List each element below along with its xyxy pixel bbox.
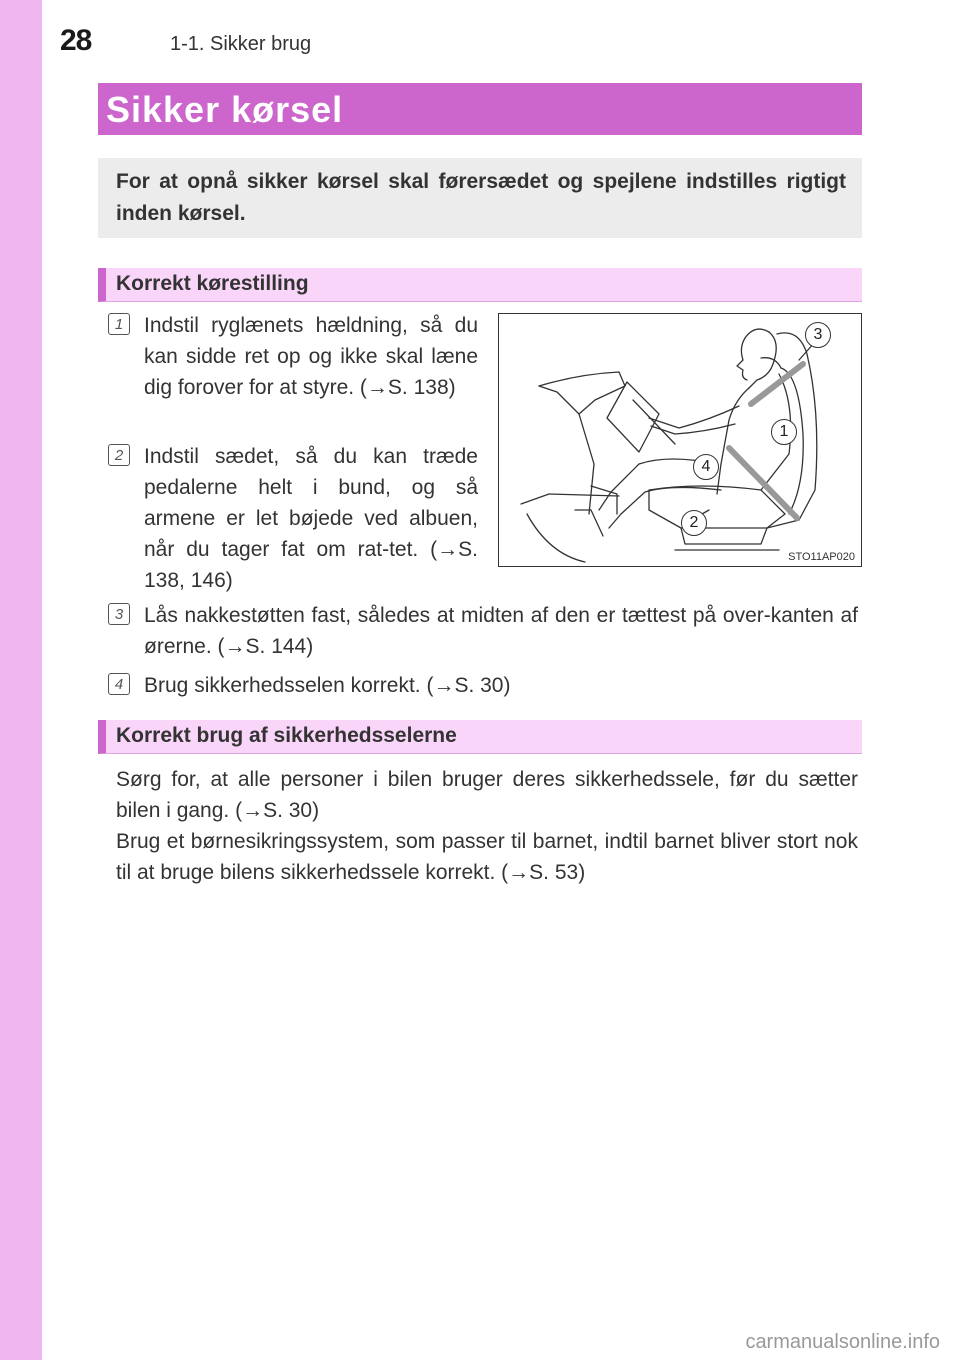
seating-position-figure <box>498 313 862 567</box>
subheading-text: Korrekt brug af sikkerhedsselerne <box>116 724 457 747</box>
page-number: 28 <box>60 24 92 57</box>
title-bar <box>98 83 862 135</box>
item-number-badge: 3 <box>108 603 130 625</box>
paragraph: Brug et børnesikringssystem, som passer til barnet, indtil barnet bliver stort nok til at bruge bilens sikkerhedssele korrekt. (→S. 53) <box>116 830 858 884</box>
item-text: Brug sikkerhedsselen korrekt. (→S. 30) <box>144 674 511 697</box>
intro-box <box>98 158 862 238</box>
item-text: Indstil ryglænets hældning, så du kan sidde ret op og ikke skal læne dig forover for at styre. (→S. 138) <box>144 314 478 399</box>
subheading-seating-position <box>98 268 862 302</box>
subheading-seatbelt-use <box>98 720 862 754</box>
page-title: Sikker kørsel <box>106 89 344 130</box>
paragraph: Sørg for, at alle personer i bilen bruger deres sikkerhedssele, før du sætter bilen i gang. (→S. 30) <box>116 768 858 822</box>
subheading-text: Korrekt kørestilling <box>116 272 309 295</box>
section-header: 1-1. Sikker brug <box>170 33 312 55</box>
driver-illustration <box>499 314 860 565</box>
callout-3: 3 <box>805 322 831 348</box>
watermark: carmanualsonline.info <box>745 1331 940 1353</box>
item-number-badge: 4 <box>108 673 130 695</box>
intro-text: For at opnå sikker kørsel skal førersædet og spejlene indstilles rigtigt inden kørsel. <box>116 170 846 225</box>
item-text: Lås nakkestøtten fast, således at midten af den er tættest på over-kanten af ørerne. (→S. 144) <box>144 604 858 658</box>
callout-1: 1 <box>771 419 797 445</box>
callout-4: 4 <box>693 454 719 480</box>
figure-code: STO11AP020 <box>788 551 855 563</box>
item-number-badge: 2 <box>108 444 130 466</box>
item-number-badge: 1 <box>108 313 130 335</box>
chapter-color-strip <box>0 0 42 1360</box>
item-text: Indstil sædet, så du kan træde pedalerne helt i bund, og så armene er let bøjede ved albuen, når du tager fat om rat-tet. (→S. 138, 146) <box>144 445 478 592</box>
callout-2: 2 <box>681 510 707 536</box>
